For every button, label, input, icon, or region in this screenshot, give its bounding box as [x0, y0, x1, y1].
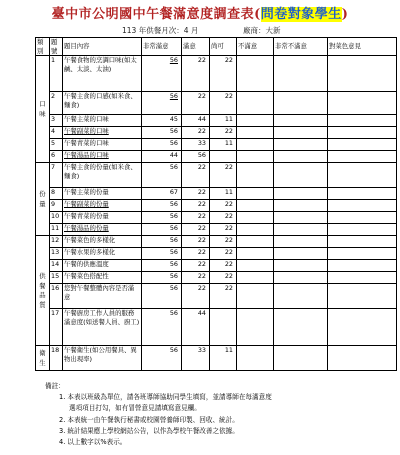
very-unsatisfied-value: [274, 272, 328, 284]
category-taste: 口 味: [36, 56, 50, 163]
notes-section: [45, 381, 395, 448]
acceptable-value: 22: [210, 163, 237, 188]
very-satisfied-value: 56: [142, 236, 182, 248]
very-unsatisfied-value: [274, 139, 328, 151]
question-number: 2: [50, 92, 63, 115]
header-row: [36, 38, 397, 56]
question-number: 8: [50, 188, 63, 200]
very-satisfied-value: 67: [142, 188, 182, 200]
table-row: [36, 163, 397, 188]
question-text: 午餐副菜的口味: [63, 127, 142, 139]
satisfied-value: 22: [182, 92, 210, 115]
comment-cell: [328, 309, 397, 346]
very-satisfied-value: 56: [142, 127, 182, 139]
comment-cell: [328, 284, 397, 309]
unsatisfied-value: [237, 284, 274, 309]
very-unsatisfied-value: [274, 248, 328, 260]
unsatisfied-value: [237, 56, 274, 92]
satisfied-value: 22: [182, 236, 210, 248]
satisfied-value: 44: [182, 309, 210, 346]
acceptable-value: 11: [210, 115, 237, 127]
very-unsatisfied-value: [274, 56, 328, 92]
table-row: [36, 200, 397, 212]
category-hygiene: 衛 生: [36, 346, 50, 371]
unsatisfied-value: [237, 92, 274, 115]
unsatisfied-value: [237, 151, 274, 163]
very-unsatisfied-value: [274, 115, 328, 127]
note-item: 1. 本表以班級為單位，請各班導師協助同學生填寫，並請導師在每滿意度: [59, 393, 272, 402]
question-text: 午餐主菜的份量: [63, 188, 142, 200]
unsatisfied-value: [237, 188, 274, 200]
question-text: 午餐的供應溫度: [63, 260, 142, 272]
unsatisfied-value: [237, 139, 274, 151]
note-item: 選項項目打勾，如有冒營意見請填寫意見欄。: [69, 404, 201, 413]
table-row: [36, 224, 397, 236]
comment-cell: [328, 248, 397, 260]
header-question: 題目內容: [63, 38, 142, 56]
acceptable-value: [210, 151, 237, 163]
question-number: 5: [50, 139, 63, 151]
comment-cell: [328, 212, 397, 224]
satisfied-value: 22: [182, 127, 210, 139]
title-highlight: 問卷對象學生: [260, 7, 342, 22]
header-unsatisfied: 不滿意: [237, 38, 274, 56]
header-category: 類別: [36, 38, 50, 56]
acceptable-value: 22: [210, 248, 237, 260]
satisfied-value: 22: [182, 212, 210, 224]
comment-cell: [328, 151, 397, 163]
question-number: 7: [50, 163, 63, 188]
very-satisfied-value: 56: [142, 346, 182, 371]
question-text: 午餐主食的份量(如米食、麵食): [63, 163, 142, 188]
satisfied-value: 22: [182, 260, 210, 272]
unsatisfied-value: [237, 212, 274, 224]
acceptable-value: [210, 309, 237, 346]
category-quality: 供 餐 品 質: [36, 236, 50, 346]
satisfied-value: 22: [182, 224, 210, 236]
very-unsatisfied-value: [274, 163, 328, 188]
supply-month: 113 年供餐月次：4 月: [122, 26, 199, 35]
very-unsatisfied-value: [274, 151, 328, 163]
acceptable-value: 22: [210, 200, 237, 212]
header-acceptable: 尚可: [210, 38, 237, 56]
note-item: 3. 統計結果應上學校網站公告，以作為學校午餐改善之依據。: [59, 426, 239, 435]
very-unsatisfied-value: [274, 346, 328, 371]
question-number: 9: [50, 200, 63, 212]
very-unsatisfied-value: [274, 127, 328, 139]
notes-label: 備註：: [45, 382, 65, 390]
table-row: [36, 127, 397, 139]
unsatisfied-value: [237, 309, 274, 346]
very-satisfied-value: 56: [142, 200, 182, 212]
comment-cell: [328, 92, 397, 115]
very-satisfied-value: 56: [142, 224, 182, 236]
very-satisfied-value: 56: [142, 272, 182, 284]
question-number: 10: [50, 212, 63, 224]
comment-cell: [328, 127, 397, 139]
question-number: 17: [50, 309, 63, 346]
table-row: [36, 236, 397, 248]
acceptable-value: 11: [210, 346, 237, 371]
satisfied-value: 44: [182, 115, 210, 127]
page-title: 臺中市公明國中午餐滿意度調查表(問卷對象學生): [51, 7, 349, 22]
header-satisfied: 滿意: [182, 38, 210, 56]
acceptable-value: 22: [210, 224, 237, 236]
unsatisfied-value: [237, 163, 274, 188]
very-satisfied-value: 56: [142, 92, 182, 115]
question-text: 午餐衛生(如公用餐具、異物出現率): [63, 346, 142, 371]
satisfied-value: 22: [182, 200, 210, 212]
satisfied-value: 22: [182, 284, 210, 309]
very-unsatisfied-value: [274, 212, 328, 224]
very-unsatisfied-value: [274, 188, 328, 200]
question-number: 11: [50, 224, 63, 236]
table-row: [36, 260, 397, 272]
survey-table: [35, 37, 397, 371]
very-satisfied-value: 45: [142, 115, 182, 127]
acceptable-value: 22: [210, 56, 237, 92]
very-unsatisfied-value: [274, 92, 328, 115]
question-number: 3: [50, 115, 63, 127]
satisfied-value: 33: [182, 139, 210, 151]
table-row: [36, 188, 397, 200]
comment-cell: [328, 139, 397, 151]
very-unsatisfied-value: [274, 260, 328, 272]
very-unsatisfied-value: [274, 200, 328, 212]
header-very-satisfied: 非常滿意: [142, 38, 182, 56]
question-text: 午餐菜色的多樣化: [63, 236, 142, 248]
header-very-unsatisfied: 非常不滿意: [274, 38, 328, 56]
table-row: [36, 272, 397, 284]
comment-cell: [328, 188, 397, 200]
question-number: 13: [50, 248, 63, 260]
comment-cell: [328, 236, 397, 248]
note-item: 2. 本表統一由午餐執行秘書或校園營養師印製、回收、統計。: [59, 415, 239, 424]
comment-cell: [328, 346, 397, 371]
comment-cell: [328, 260, 397, 272]
very-satisfied-value: 56: [142, 139, 182, 151]
unsatisfied-value: [237, 236, 274, 248]
very-satisfied-value: 56: [142, 56, 182, 92]
question-number: 4: [50, 127, 63, 139]
unsatisfied-value: [237, 127, 274, 139]
table-row: [36, 212, 397, 224]
question-number: 6: [50, 151, 63, 163]
question-number: 18: [50, 346, 63, 371]
question-text: 午餐菜色搭配性: [63, 272, 142, 284]
header-number: 題號: [50, 38, 63, 56]
unsatisfied-value: [237, 115, 274, 127]
question-text: 午餐廚房工作人員的服務滿意度(如送餐人員、廚工): [63, 309, 142, 346]
comment-cell: [328, 163, 397, 188]
table-row: [36, 115, 397, 127]
acceptable-value: 22: [210, 236, 237, 248]
question-text: 午餐湯品的口味: [63, 151, 142, 163]
satisfied-value: 22: [182, 188, 210, 200]
comment-cell: [328, 200, 397, 212]
comment-cell: [328, 115, 397, 127]
question-text: 午餐湯品的份量: [63, 224, 142, 236]
very-unsatisfied-value: [274, 309, 328, 346]
question-text: 午餐青菜的份量: [63, 212, 142, 224]
note-item: 4. 以上數字以%表示。: [59, 438, 127, 447]
question-number: 12: [50, 236, 63, 248]
unsatisfied-value: [237, 260, 274, 272]
very-unsatisfied-value: [274, 284, 328, 309]
very-satisfied-value: 56: [142, 284, 182, 309]
question-text: 午餐主食的口感(如米食、麵食): [63, 92, 142, 115]
unsatisfied-value: [237, 346, 274, 371]
acceptable-value: 22: [210, 212, 237, 224]
acceptable-value: 22: [210, 92, 237, 115]
acceptable-value: 22: [210, 127, 237, 139]
very-satisfied-value: 56: [142, 260, 182, 272]
very-satisfied-value: 44: [142, 151, 182, 163]
table-row: [36, 151, 397, 163]
vendor-name: 廠商：大新: [243, 26, 281, 35]
table-row: [36, 56, 397, 92]
very-unsatisfied-value: [274, 236, 328, 248]
category-portion: 份 量: [36, 163, 50, 236]
question-number: 1: [50, 56, 63, 92]
question-text: 午餐青菜的口味: [63, 139, 142, 151]
very-satisfied-value: 56: [142, 309, 182, 346]
comment-cell: [328, 56, 397, 92]
acceptable-value: 22: [210, 284, 237, 309]
question-number: 16: [50, 284, 63, 309]
acceptable-value: 22: [210, 260, 237, 272]
table-row: [36, 346, 397, 371]
satisfied-value: 56: [182, 151, 210, 163]
unsatisfied-value: [237, 200, 274, 212]
very-satisfied-value: 56: [142, 248, 182, 260]
question-text: 午餐水果的多樣化: [63, 248, 142, 260]
very-satisfied-value: 56: [142, 163, 182, 188]
unsatisfied-value: [237, 272, 274, 284]
header-comments: 對菜色意見: [328, 38, 397, 56]
acceptable-value: 11: [210, 139, 237, 151]
question-number: 14: [50, 260, 63, 272]
very-unsatisfied-value: [274, 224, 328, 236]
acceptable-value: 11: [210, 188, 237, 200]
comment-cell: [328, 272, 397, 284]
table-row: [36, 139, 397, 151]
question-text: 午餐食物的烹調口味(如太鹹、太淡、太油): [63, 56, 142, 92]
table-row: [36, 248, 397, 260]
acceptable-value: 22: [210, 272, 237, 284]
unsatisfied-value: [237, 224, 274, 236]
question-text: 午餐副菜的份量: [63, 200, 142, 212]
satisfied-value: 22: [182, 56, 210, 92]
unsatisfied-value: [237, 248, 274, 260]
table-row: [36, 284, 397, 309]
question-number: 15: [50, 272, 63, 284]
satisfied-value: 22: [182, 248, 210, 260]
question-text: 您對午餐整體內容是否滿意: [63, 284, 142, 309]
satisfied-value: 22: [182, 272, 210, 284]
question-text: 午餐主菜的口味: [63, 115, 142, 127]
satisfied-value: 22: [182, 163, 210, 188]
table-row: [36, 92, 397, 115]
comment-cell: [328, 224, 397, 236]
satisfied-value: 33: [182, 346, 210, 371]
table-row: [36, 309, 397, 346]
very-satisfied-value: 56: [142, 212, 182, 224]
